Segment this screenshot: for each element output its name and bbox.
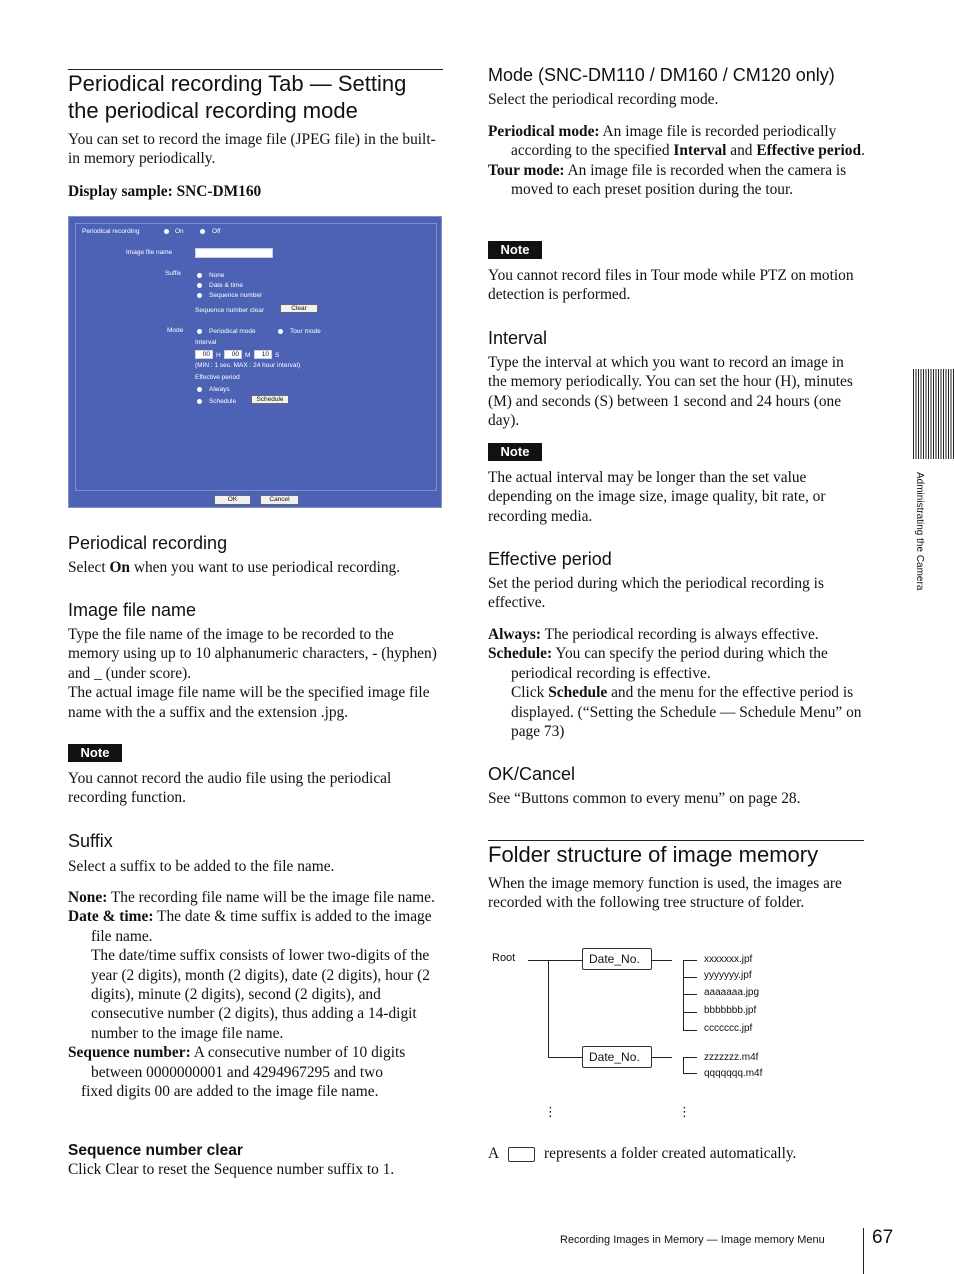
display-sample-label: Display sample: SNC-DM160 — [68, 183, 262, 200]
heading-seq-clear: Sequence number clear — [68, 1142, 243, 1159]
radio-suffix-date[interactable] — [197, 283, 202, 288]
suffix-intro: Select a suffix to be added to the file name. — [68, 858, 335, 875]
note-badge-1: Note — [68, 744, 122, 762]
shot-periodical-mode: Periodical mode — [209, 328, 256, 335]
image-file-p2: The actual image file name will be the specified image file name with the a suffix and the extension .jpg. — [68, 684, 430, 721]
folder2-trunk — [683, 1057, 684, 1074]
footer-text: Recording Images in Memory — Image memory Menu — [560, 1234, 825, 1246]
folder-tree-diagram — [488, 940, 864, 1130]
shot-tour-mode: Tour mode — [290, 328, 321, 335]
file2-tick-1 — [683, 1073, 697, 1074]
folder-shape-icon — [508, 1147, 535, 1162]
shot-suffix-label: Suffix — [165, 270, 182, 277]
interval-minute-input[interactable]: 00 — [224, 350, 242, 359]
periodical-on: On — [109, 559, 130, 576]
folder2-connector — [652, 1057, 672, 1058]
shot-image-file-label: Image file name — [126, 249, 173, 256]
file-item: aaaaaaa.jpg — [704, 987, 760, 998]
settings-screenshot — [68, 216, 442, 508]
tour-desc: An image file is recorded when the camera is moved to each preset position during the tour. — [511, 161, 847, 199]
pm-effective: Effective period — [756, 142, 862, 160]
cancel-button[interactable]: Cancel — [260, 495, 299, 505]
always-term: Always: — [488, 626, 542, 643]
shot-suffix-none: None — [209, 272, 225, 279]
heading-ok-cancel: OK/Cancel — [488, 764, 576, 784]
page-title — [68, 70, 448, 124]
heading-suffix: Suffix — [68, 831, 113, 851]
note-text-3: The actual interval may be longer than the set value depending on the image size, image quality, bit rate, or recording media. — [488, 469, 826, 525]
suffix-seq-item — [68, 1043, 446, 1082]
seq-clear-text: Click Clear to reset the Sequence number suffix to 1. — [68, 1161, 395, 1178]
file1-tick-2 — [683, 994, 697, 995]
shot-suffix-seq: Sequence number — [209, 292, 263, 299]
image-file-text — [68, 625, 444, 722]
folder-intro: When the image memory function is used, the images are recorded with the following tree structure of folder. — [488, 875, 842, 912]
pm-term: Periodical mode: — [488, 123, 600, 140]
radio-tour-mode[interactable] — [278, 329, 283, 334]
mode-periodical-item — [488, 122, 866, 161]
footer-divider — [863, 1228, 864, 1274]
section-tab-label — [913, 472, 927, 622]
effective-schedule-detail — [488, 683, 866, 741]
radio-suffix-none[interactable] — [197, 273, 202, 278]
shot-s: S — [275, 352, 280, 359]
schedule-button[interactable]: Schedule — [251, 395, 289, 404]
shot-interval-hint: (MIN : 1 sec. MAX : 24 hour interval) — [195, 362, 301, 369]
seq-term: Sequence number: — [68, 1044, 191, 1062]
folder1-trunk — [683, 960, 684, 1031]
suffix-seq-detail: fixed digits 00 are added to the image file name. — [81, 1083, 379, 1101]
shot-interval-label: Interval — [195, 339, 217, 346]
intro-text: You can set to record the image file (JPEG file) in the built-in memory periodically. — [68, 131, 436, 168]
ok-button[interactable]: OK — [214, 495, 251, 505]
shot-off: Off — [212, 228, 221, 235]
effective-schedule-item — [488, 644, 866, 683]
interval-second-input[interactable]: 10 — [254, 350, 272, 359]
file1-tick-1 — [683, 977, 697, 978]
pm-desc: An image file is recorded periodically according to the specified — [511, 123, 837, 160]
effective-intro: Set the period during which the periodical recording is effective. — [488, 575, 824, 612]
folder1-connector — [652, 960, 672, 961]
page-number: 67 — [872, 1227, 894, 1248]
shot-always: Always — [209, 386, 230, 393]
tree-ellipsis-files: ⋮ — [678, 1104, 691, 1119]
shot-on: On — [175, 228, 184, 235]
schedule-click: Click — [511, 684, 549, 702]
root-trunk — [548, 960, 549, 1057]
shot-suffix-date: Date & time — [209, 282, 243, 289]
folder-legend — [488, 1144, 868, 1163]
periodical-post: when you want to use periodical recording. — [129, 559, 401, 576]
radio-off[interactable] — [200, 229, 205, 234]
pm-interval: Interval — [673, 142, 727, 160]
periodical-pre: Select — [68, 559, 110, 576]
tour-term: Tour mode: — [488, 161, 565, 179]
image-file-name-input[interactable] — [195, 248, 273, 258]
shot-h: H — [216, 352, 221, 359]
legend-text: represents a folder created automatically. — [544, 1145, 797, 1162]
file1-tick-0 — [683, 960, 697, 961]
schedule-desc: You can specify the period during which the periodical recording is effective. — [511, 645, 828, 682]
file1-tick-4 — [683, 1030, 697, 1031]
page-title-line1: Periodical recording Tab — Setting — [68, 71, 407, 96]
note-text-2: You cannot record files in Tour mode while PTZ on motion detection is performed. — [488, 267, 854, 304]
heading-periodical-recording: Periodical recording — [68, 533, 228, 553]
periodical-text — [68, 558, 443, 577]
section-tab-text: Administrating the Camera — [914, 472, 925, 591]
heading-image-file-name: Image file name — [68, 600, 197, 620]
always-desc: The periodical recording is always effective. — [541, 626, 819, 643]
interval-text: Type the interval at which you want to record an image in the memory periodically. You can set the hour (H), minutes (M) and seconds (S) between 1 second and 24 hours (one day). — [488, 354, 853, 430]
suffix-none-item — [68, 888, 446, 907]
folder-date-no-2: Date_No. — [582, 1046, 652, 1068]
section-tab-stripes — [913, 369, 954, 459]
root-branch-2 — [548, 1057, 582, 1058]
clear-button[interactable]: Clear — [280, 304, 318, 313]
file-item: ccccccc.jpf — [704, 1023, 753, 1034]
file-item: bbbbbbb.jpf — [704, 1005, 757, 1016]
page-title-line2: the periodical recording mode — [68, 98, 358, 123]
pm-and: and — [726, 142, 757, 160]
note-badge-3: Note — [488, 443, 542, 461]
pm-end: . — [861, 142, 865, 160]
ok-cancel-text: See “Buttons common to every menu” on page 28. — [488, 790, 801, 807]
radio-always[interactable] — [197, 387, 202, 392]
schedule-rest: and the menu for the effective period is displayed. (“Setting the Schedule — Schedule Menu” on page 73) — [511, 684, 862, 741]
interval-hour-input[interactable]: 00 — [195, 350, 213, 359]
effective-list — [488, 625, 866, 741]
shot-effective-label: Effective period — [195, 374, 240, 381]
file2-tick-0 — [683, 1057, 697, 1058]
shot-seq-clear-label: Sequence number clear — [195, 307, 265, 314]
radio-schedule[interactable] — [197, 399, 202, 404]
shot-schedule: Schedule — [209, 398, 237, 405]
schedule-bold: Schedule — [548, 684, 608, 702]
seq-desc: A consecutive number of 10 digits between 0000000001 and 4294967295 and two — [91, 1044, 406, 1081]
note-badge-2: Note — [488, 241, 542, 259]
effective-always-item — [488, 625, 866, 644]
suffix-date-item — [68, 907, 446, 946]
file-item: qqqqqqq.m4f — [704, 1068, 763, 1079]
radio-suffix-seq[interactable] — [197, 293, 202, 298]
radio-on[interactable] — [164, 229, 169, 234]
folder-date-no-1: Date_No. — [582, 948, 652, 970]
schedule-term: Schedule: — [488, 645, 553, 663]
note-text-1: You cannot record the audio file using the periodical recording function. — [68, 770, 392, 807]
heading-mode: Mode (SNC-DM110 / DM160 / CM120 only) — [488, 65, 835, 85]
mode-tour-item — [488, 161, 866, 200]
legend-a: A — [488, 1145, 500, 1162]
shot-periodical-label: Periodical recording — [82, 228, 140, 235]
mode-list — [488, 122, 866, 200]
heading-effective-period: Effective period — [488, 549, 612, 569]
shot-m: M — [245, 352, 251, 359]
date-desc: The date & time suffix is added to the image file name. — [91, 908, 432, 945]
radio-periodical-mode[interactable] — [197, 329, 202, 334]
heading-interval: Interval — [488, 328, 548, 348]
none-term: None: — [68, 889, 108, 906]
mode-intro: Select the periodical recording mode. — [488, 91, 719, 108]
suffix-list — [68, 888, 446, 1101]
heading-folder-structure: Folder structure of image memory — [488, 842, 819, 867]
file-item: xxxxxxx.jpf — [704, 954, 753, 965]
tree-root-label: Root — [492, 952, 516, 964]
none-desc: The recording file name will be the image file name. — [107, 889, 435, 906]
file-item: zzzzzzz.m4f — [704, 1052, 759, 1063]
date-term: Date & time: — [68, 908, 154, 926]
file-item: yyyyyyy.jpf — [704, 970, 752, 981]
file1-tick-3 — [683, 1012, 697, 1013]
shot-mode-label: Mode — [167, 327, 184, 334]
tree-ellipsis-root: ⋮ — [544, 1104, 557, 1119]
image-file-p1: Type the file name of the image to be recorded to the memory using up to 10 alphanumeric characters, - (hyphen) and _ (under score). — [68, 626, 437, 682]
suffix-date-detail: The date/time suffix consists of lower two-digits of the year (2 digits), month (2 digits), date (2 digits), hour (2 digits), minute (2 digits), second (2 digits), and consecutive number (2 digits), thus adding a 14-digit number to the image file name. — [91, 947, 430, 1042]
